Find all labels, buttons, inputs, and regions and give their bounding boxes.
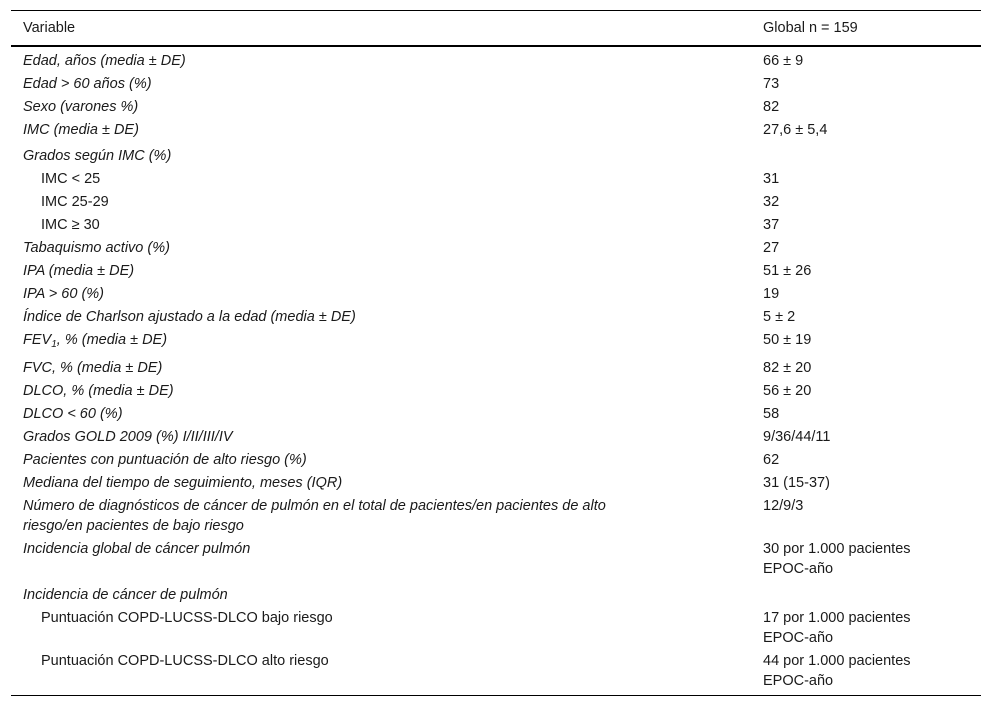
table-row [11,580,981,606]
table-header [11,11,981,47]
table-row [11,190,981,213]
row-value-line: 44 por 1.000 pacientes [763,653,911,669]
header-row [11,11,981,47]
row-label: Tabaquismo activo (%) [23,240,170,256]
row-label: Puntuación COPD-LUCSS-DLCO alto riesgo [41,653,329,669]
row-value: 82 ± 20 [763,360,812,376]
data-table-container [11,10,981,696]
row-label: IMC (media ± DE) [23,122,139,138]
table-row [11,537,981,580]
row-value: 58 [763,406,780,422]
fev-subscript: 1 [51,339,57,350]
table-row [11,259,981,282]
row-label: Edad > 60 años (%) [23,76,152,92]
table-row [11,448,981,471]
row-label: Incidencia global de cáncer pulmón [23,541,251,557]
table-row [11,213,981,236]
row-label: Grados según IMC (%) [23,148,172,164]
patient-characteristics-table [11,10,981,696]
table-row [11,305,981,328]
row-value [751,537,981,580]
table-row [11,141,981,167]
row-label: IPA > 60 (%) [23,286,104,302]
row-value: 32 [763,194,780,210]
row-value: 66 ± 9 [763,53,804,69]
row-value-line: 17 por 1.000 pacientes [763,610,911,626]
row-value: 5 ± 2 [763,309,796,325]
header-global: Global n = 159 [751,11,981,47]
table-row [11,402,981,425]
table-row [11,606,981,649]
table-row [11,236,981,259]
row-label: DLCO, % (media ± DE) [23,383,174,399]
table-row [11,46,981,72]
row-label: Grados GOLD 2009 (%) I/II/III/IV [23,429,233,445]
row-value: 9/36/44/11 [763,429,831,445]
table-row [11,649,981,696]
row-value [751,141,981,167]
table-row [11,95,981,118]
row-value: 31 (15-37) [763,475,830,491]
row-label: Incidencia de cáncer de pulmón [23,587,228,603]
row-value: 51 ± 26 [763,263,812,279]
row-label: IMC ≥ 30 [41,217,100,233]
row-label: FVC, % (media ± DE) [23,360,163,376]
row-label: Puntuación COPD-LUCSS-DLCO bajo riesgo [41,610,333,626]
table-row [11,167,981,190]
row-label: IMC 25-29 [41,194,109,210]
row-value: 82 [763,99,780,115]
table-row [11,356,981,379]
row-value: 56 ± 20 [763,383,812,399]
row-value: 37 [763,217,780,233]
row-value: 73 [763,76,780,92]
table-row [11,328,981,356]
row-value-line: EPOC-año [763,630,834,646]
table-row [11,72,981,95]
row-value [751,580,981,606]
row-label: DLCO < 60 (%) [23,406,123,422]
header-variable: Variable [11,11,751,47]
row-value: 27,6 ± 5,4 [763,122,828,138]
table-body [11,46,981,696]
row-label: IPA (media ± DE) [23,263,135,279]
row-label: Mediana del tiempo de seguimiento, meses (IQR) [23,475,343,491]
row-label [11,494,751,537]
row-label: Sexo (varones %) [23,99,139,115]
row-value: 19 [763,286,780,302]
row-value [751,606,981,649]
row-label-line: riesgo/en pacientes de bajo riesgo [23,518,244,534]
row-value: 27 [763,240,780,256]
fev-label-suffix: , % (media ± DE) [56,332,168,348]
table-row [11,494,981,537]
row-value: 12/9/3 [763,498,804,514]
row-value-line: EPOC-año [763,561,834,577]
row-value-line: 30 por 1.000 pacientes [763,541,911,557]
table-row [11,282,981,305]
row-label: Pacientes con puntuación de alto riesgo (%) [23,452,307,468]
row-label [11,328,751,356]
table-row [11,425,981,448]
row-label: Índice de Charlson ajustado a la edad (media ± DE) [23,309,356,325]
table-row [11,471,981,494]
row-value: 62 [763,452,780,468]
row-value-line: EPOC-año [763,673,834,689]
row-label: IMC < 25 [41,171,101,187]
fev-label: FEV [23,332,52,348]
row-value: 31 [763,171,780,187]
row-label-line: Número de diagnósticos de cáncer de pulmón en el total de pacientes/en pacientes de alto [23,498,606,514]
row-label: Edad, años (media ± DE) [23,53,186,69]
row-value [751,649,981,696]
table-row [11,379,981,402]
row-value: 50 ± 19 [763,332,812,348]
table-row [11,118,981,141]
